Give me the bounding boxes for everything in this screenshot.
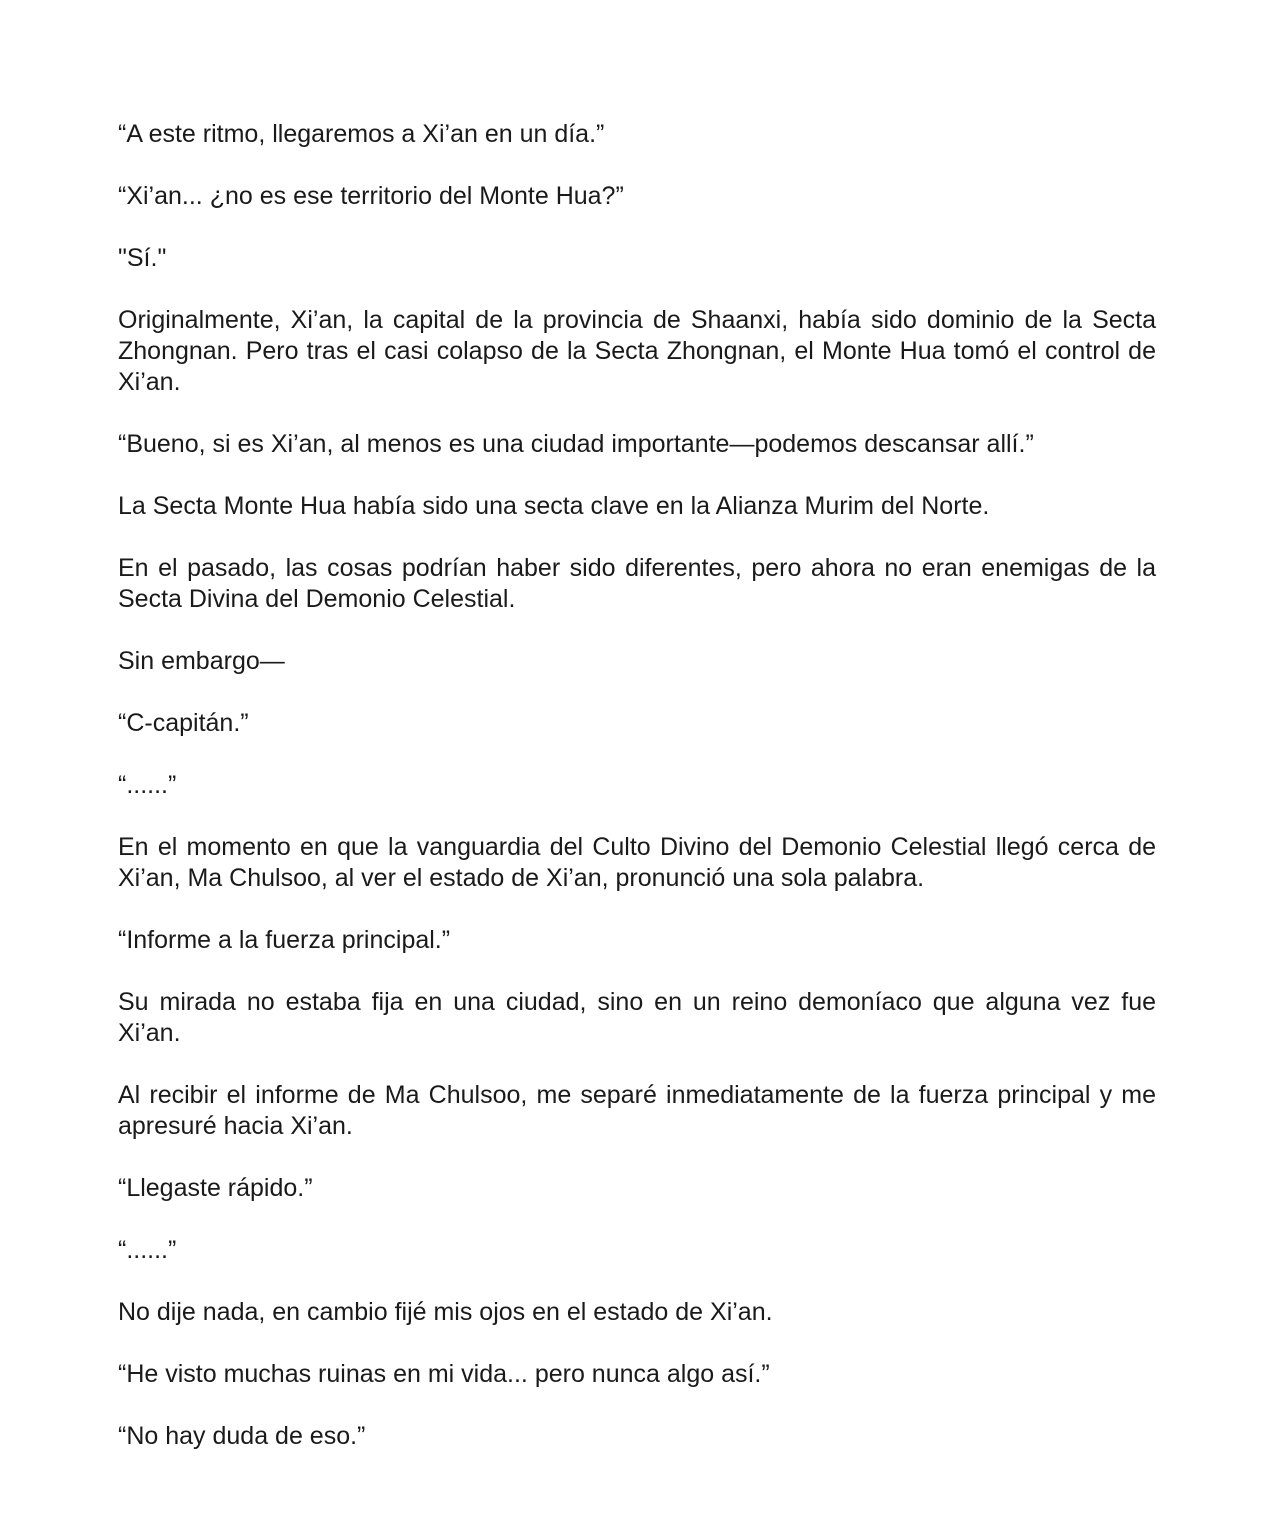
paragraph: “No hay duda de eso.” <box>118 1422 366 1450</box>
paragraph: “......” <box>118 1236 177 1264</box>
paragraph: “Llegaste rápido.” <box>118 1174 313 1202</box>
paragraph: “Informe a la fuerza principal.” <box>118 926 451 954</box>
paragraph: Originalmente, Xi’an, la capital de la provincia de Shaanxi, había sido dominio de la Secta Zhongnan. Pero tras el casi colapso de la Secta Zhongnan, el Monte Hua tomó el control de Xi’an. <box>118 306 1156 396</box>
paragraph: No dije nada, en cambio fijé mis ojos en el estado de Xi’an. <box>118 1298 773 1326</box>
paragraph: Sin embargo— <box>118 647 285 675</box>
paragraph: Su mirada no estaba fija en una ciudad, sino en un reino demoníaco que alguna vez fue Xi’an. <box>118 988 1156 1047</box>
paragraph: En el pasado, las cosas podrían haber sido diferentes, pero ahora no eran enemigas de la Secta Divina del Demonio Celestial. <box>118 554 1156 613</box>
paragraph: “......” <box>118 771 177 799</box>
paragraph: “He visto muchas ruinas en mi vida... pero nunca algo así.” <box>118 1360 770 1388</box>
paragraph: La Secta Monte Hua había sido una secta clave en la Alianza Murim del Norte. <box>118 492 990 520</box>
paragraph: “C-capitán.” <box>118 709 249 737</box>
document-page <box>118 119 1156 1452</box>
paragraph: “Xi’an... ¿no es ese territorio del Monte Hua?” <box>118 182 624 210</box>
paragraph: Al recibir el informe de Ma Chulsoo, me separé inmediatamente de la fuerza principal y me apresuré hacia Xi’an. <box>118 1081 1156 1140</box>
paragraph: “A este ritmo, llegaremos a Xi’an en un día.” <box>118 120 605 148</box>
paragraph: “Bueno, si es Xi’an, al menos es una ciudad importante—podemos descansar allí.” <box>118 430 1034 458</box>
paragraph: En el momento en que la vanguardia del Culto Divino del Demonio Celestial llegó cerca de Xi’an, Ma Chulsoo, al ver el estado de Xi’an, pronunció una sola palabra. <box>118 833 1156 892</box>
paragraph: "Sí." <box>118 244 167 272</box>
